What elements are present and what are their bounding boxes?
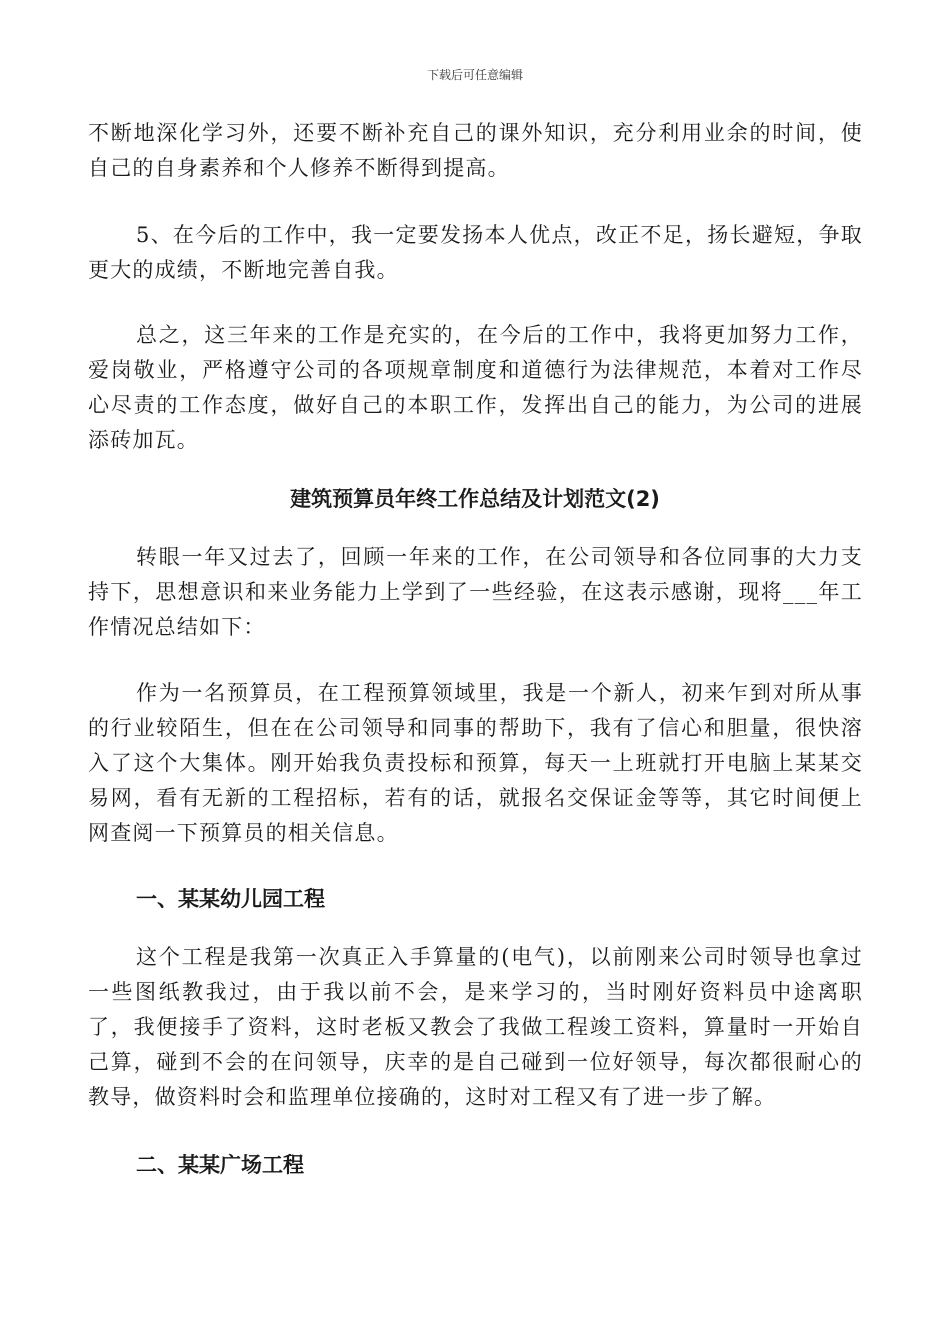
paragraph-kindergarten: 这个工程是我第一次真正入手算量的(电气)，以前刚来公司时领导也拿过一些图纸教我过，由于我以前不会，是来学习的，当时刚好资料员中途离职了，我便接手了资料，这时老板又教会了我做工程竣工资料，算量时一开始自己算，碰到不会的在问领导，庆幸的是自己碰到一位好领导，每次都很耐心的教导，做资料时会和监理单位接确的，这时对工程又有了进一步了解。 (88, 945, 863, 1109)
paragraph-intro: 转眼一年又过去了，回顾一年来的工作，在公司领导和各位同事的大力支持下，思想意识和来业务能力上学到了一些经验，在这表示感谢，现将___年工作情况总结如下： (88, 545, 863, 639)
section-heading-1: 一、某某幼儿园工程 (136, 887, 325, 911)
section-heading-2: 二、某某广场工程 (136, 1153, 304, 1177)
paragraph-summary: 总之，这三年来的工作是充实的，在今后的工作中，我将更加努力工作，爱岗敬业，严格遵守公司的各项规章制度和道德行为法律规范，本着对工作尽心尽责的工作态度，做好自己的本职工作，发挥出自己的能力，为公司的进展添砖加瓦。 (88, 323, 863, 452)
document-title: 建筑预算员年终工作总结及计划范文(2) (290, 487, 660, 511)
page-header: 下载后可任意编辑 (426, 68, 523, 82)
paragraph-point-5: 5、在今后的工作中，我一定要发扬本人优点，改正不足，扬长避短，争取更大的成绩，不断地完善自我。 (88, 223, 863, 282)
paragraph-continuation: 不断地深化学习外，还要不断补充自己的课外知识，充分利用业余的时间，使自己的自身素养和个人修养不断得到提高。 (88, 121, 863, 180)
paragraph-role: 作为一名预算员，在工程预算领域里，我是一个新人，初来乍到对所从事的行业较陌生，但在在公司领导和同事的帮助下，我有了信心和胆量，很快溶入了这个大集体。刚开始我负责投标和预算，每天一上班就打开电脑上某某交易网，看有无新的工程招标，若有的话，就报名交保证金等等，其它时间便上网查阅一下预算员的相关信息。 (88, 681, 863, 845)
